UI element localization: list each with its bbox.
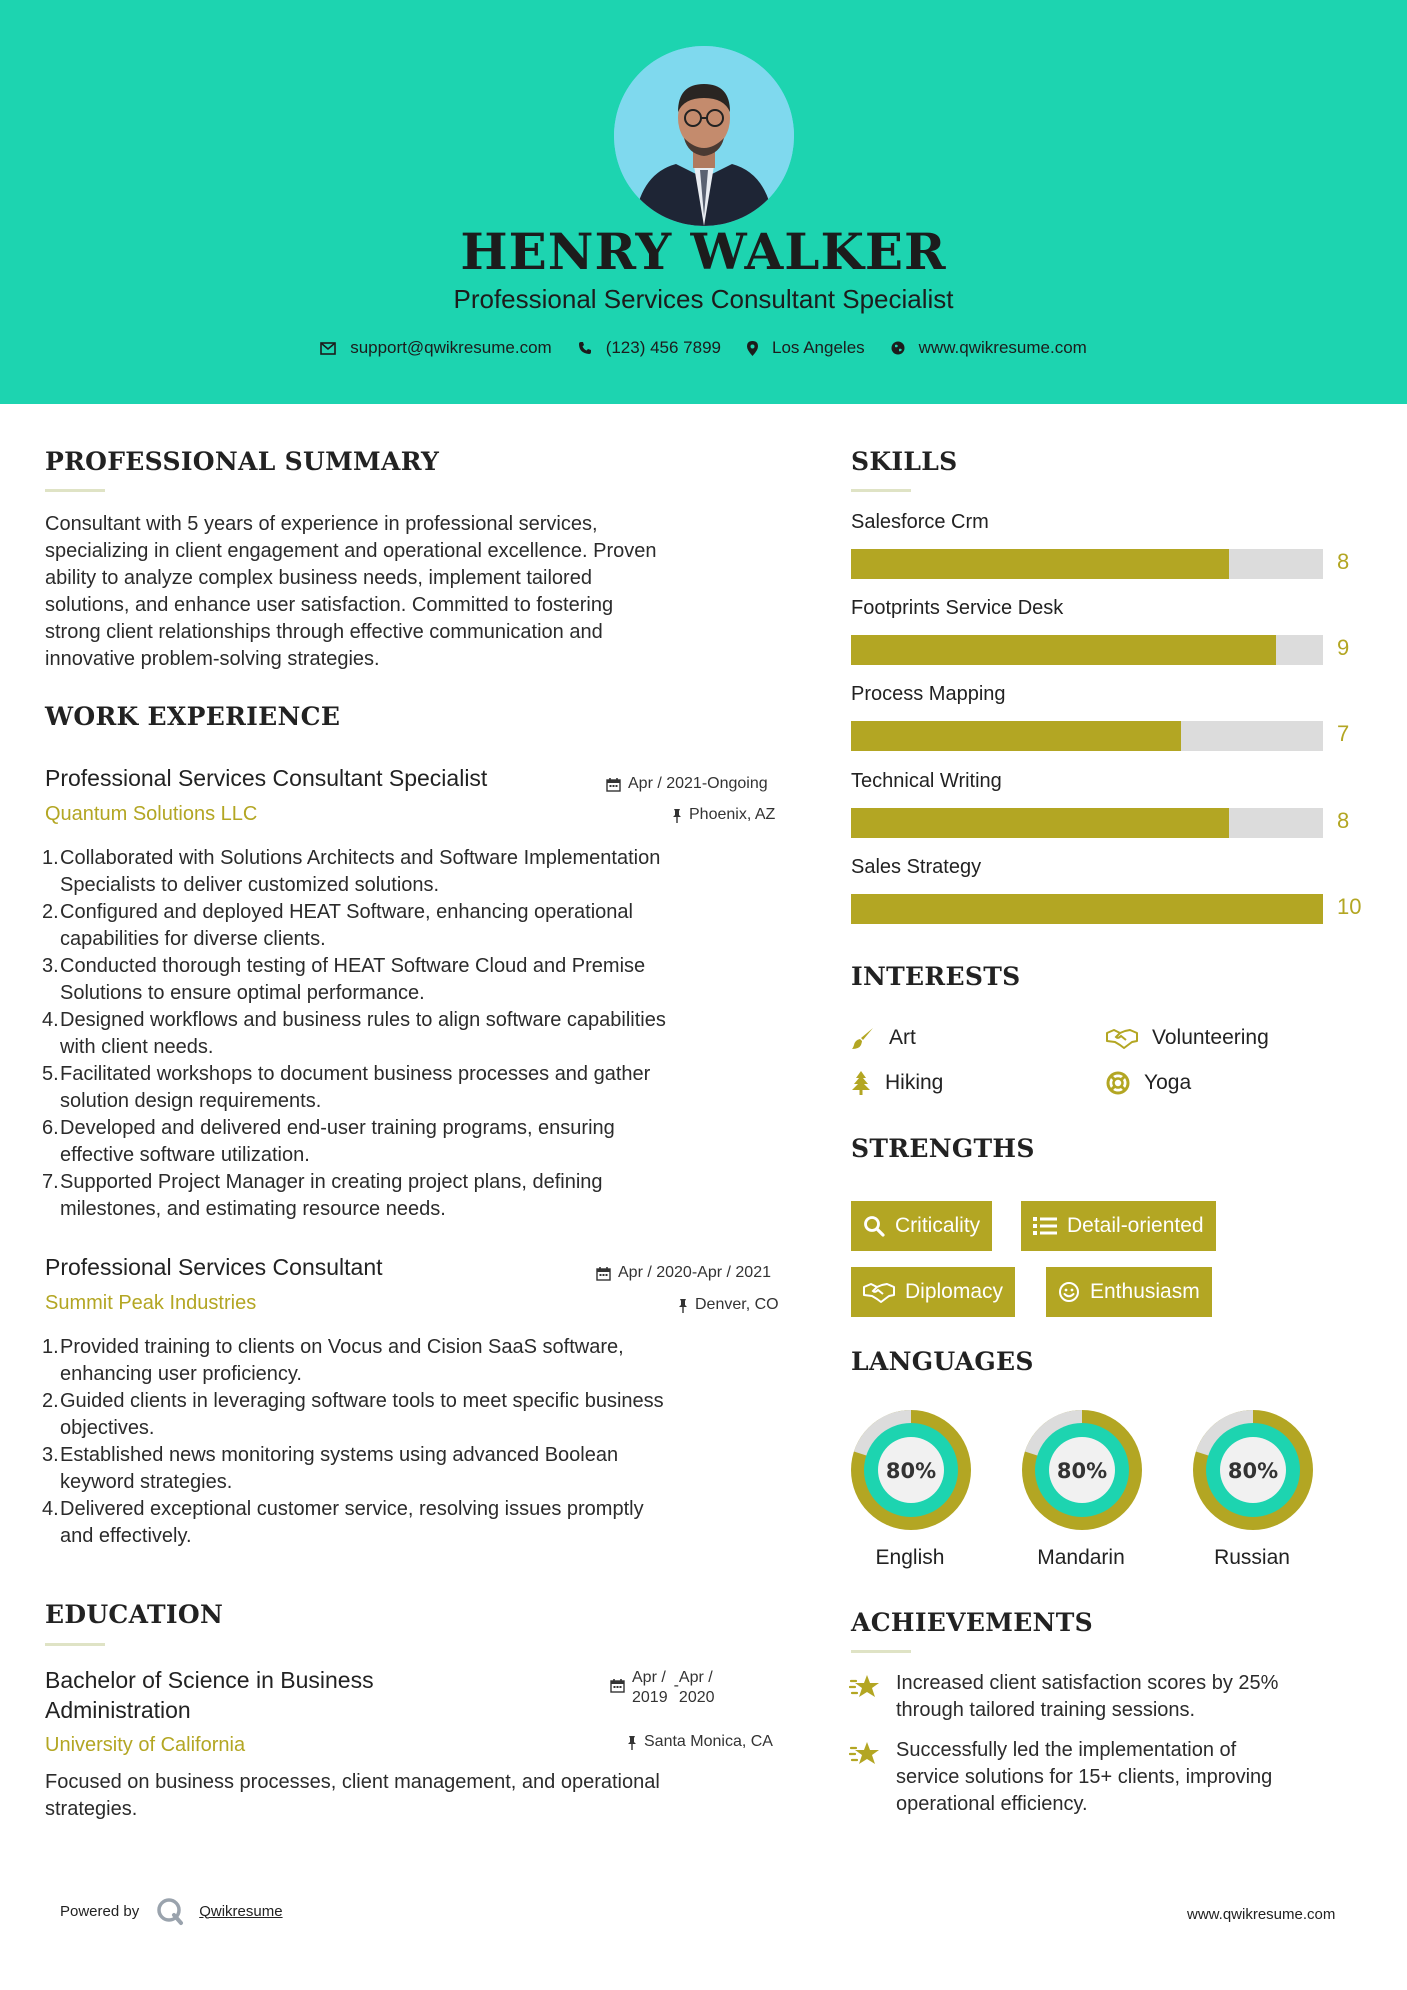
handshake-icon [863, 1281, 895, 1303]
summary-line: Consultant with 5 years of experience in professional services, [45, 513, 598, 535]
achievement-2 [896, 1737, 1346, 1818]
interests-heading: INTERESTS [851, 962, 1021, 991]
summary-line: strong client relationships through effective communication and [45, 621, 603, 643]
skill-bar-track [851, 635, 1323, 665]
strength-enthusiasm [1046, 1267, 1212, 1317]
job-2-role: Professional Services Consultant [45, 1254, 383, 1280]
footer-site[interactable]: www.qwikresume.com [1187, 1906, 1336, 1923]
job-2-company: Summit Peak Industries [45, 1292, 257, 1314]
skill-bar-track [851, 721, 1323, 751]
education-divider [45, 1643, 105, 1646]
tree-icon [851, 1071, 871, 1095]
powered-by-text: Powered by [60, 1902, 140, 1920]
item-line: with client needs. [60, 1036, 214, 1058]
pushpin-icon [678, 1298, 688, 1313]
item-line: enhancing user proficiency. [60, 1363, 302, 1385]
skill-label: Footprints Service Desk [851, 597, 1064, 619]
summary-line: ability to analyze complex business needs, implement tailored [45, 567, 592, 589]
achievement-line: Increased client satisfaction scores by 25% [896, 1672, 1279, 1694]
education-start [632, 1668, 668, 1708]
interest-art [851, 1026, 916, 1050]
footer-powered-by [60, 1896, 283, 1926]
pushpin-icon [627, 1735, 637, 1750]
strength-label: Enthusiasm [1090, 1280, 1200, 1303]
summary-line: specializing in client engagement and operational excellence. Proven [45, 540, 657, 562]
website-text: www.qwikresume.com [918, 338, 1087, 357]
strength-diplomacy [851, 1267, 1015, 1317]
date-separator: - [673, 1677, 679, 1694]
job-1-dates-text: Apr / 2021-Ongoing [628, 775, 768, 792]
paintbrush-icon [851, 1026, 875, 1050]
job-1-duties [42, 845, 812, 1223]
skill-label: Technical Writing [851, 770, 1002, 792]
skill-bar-track [851, 549, 1323, 579]
language-level: 80% [885, 1459, 937, 1483]
language-ring [1022, 1410, 1142, 1530]
item-number: 3. [42, 1444, 59, 1466]
skill-bar-fill [851, 721, 1181, 751]
item-number: 4. [42, 1498, 59, 1520]
strength-label: Criticality [895, 1214, 981, 1237]
calendar-icon [606, 777, 621, 792]
list-item [42, 1061, 812, 1115]
list-icon [1033, 1216, 1057, 1236]
item-number: 4. [42, 1009, 59, 1031]
item-line: Developed and delivered end-user training programs, ensuring [60, 1117, 615, 1139]
job-1-dates [606, 775, 768, 793]
location-text: Los Angeles [772, 338, 865, 357]
email-text: support@qwikresume.com [350, 338, 552, 357]
skill-label: Salesforce Crm [851, 511, 989, 533]
skill-bar-fill [851, 808, 1229, 838]
item-line: keyword strategies. [60, 1471, 233, 1493]
smiley-icon [1058, 1281, 1080, 1303]
summary-divider [45, 489, 105, 492]
item-line: Guided clients in leveraging software tools to meet specific business [60, 1390, 664, 1412]
education-heading: EDUCATION [45, 1600, 224, 1629]
item-line: Specialists to deliver customized solutions. [60, 874, 440, 896]
skill-value: 7 [1337, 721, 1350, 746]
item-line: Collaborated with Solutions Architects and Software Implementation [60, 847, 661, 869]
list-item [42, 1442, 812, 1496]
phone-text: (123) 456 7899 [605, 338, 722, 357]
achievement-line: operational efficiency. [896, 1793, 1088, 1815]
skill-bar-fill [851, 635, 1276, 665]
interest-yoga [1106, 1071, 1191, 1095]
skills-divider [851, 489, 911, 492]
item-line: Provided training to clients on Vocus and Cision SaaS software, [60, 1336, 624, 1358]
summary-line: innovative problem-solving strategies. [45, 648, 380, 670]
contact-bar [0, 338, 1407, 358]
job-1-location-text: Phoenix, AZ [689, 806, 776, 823]
contact-email[interactable] [320, 338, 552, 358]
date-line: Apr / [632, 1669, 666, 1686]
experience-heading: WORK EXPERIENCE [45, 702, 341, 731]
list-item [42, 1388, 812, 1442]
skill-value: 8 [1337, 549, 1350, 574]
job-2-location [678, 1296, 779, 1314]
skill-bar-fill [851, 894, 1323, 924]
skill-bar-track [851, 808, 1323, 838]
candidate-title: Professional Services Consultant Specialist [453, 284, 954, 314]
contact-website[interactable] [891, 338, 1087, 358]
strength-label: Diplomacy [905, 1280, 1004, 1303]
skill-label: Sales Strategy [851, 856, 982, 878]
item-number: 2. [42, 1390, 59, 1412]
strength-detail-oriented [1021, 1201, 1216, 1251]
item-line: Configured and deployed HEAT Software, enhancing operational [60, 901, 633, 923]
language-ring [851, 1410, 971, 1530]
achievements-heading: ACHIEVEMENTS [851, 1608, 1093, 1637]
handshake-icon [1106, 1027, 1138, 1049]
degree-title [45, 1665, 374, 1725]
language-rings [840, 1400, 1340, 1540]
degree-line: Administration [45, 1697, 191, 1723]
language-english-label: English [875, 1546, 945, 1569]
interest-hiking [851, 1071, 943, 1095]
skill-bar-track [851, 894, 1323, 924]
description-line: Focused on business processes, client management, and operational [45, 1771, 660, 1793]
job-2-duties [42, 1334, 812, 1550]
achievement-1 [896, 1670, 1346, 1724]
interest-label: Volunteering [1152, 1026, 1269, 1049]
search-icon [863, 1215, 885, 1237]
education-location-text: Santa Monica, CA [644, 1733, 773, 1750]
list-item [42, 1496, 812, 1550]
item-line: Delivered exceptional customer service, resolving issues promptly [60, 1498, 644, 1520]
job-1-location [672, 806, 775, 824]
item-number: 3. [42, 955, 59, 977]
star-badge-icon [849, 1673, 883, 1701]
language-level: 80% [1227, 1459, 1279, 1483]
list-item [42, 1115, 812, 1169]
skill-value: 9 [1337, 635, 1350, 660]
item-line: capabilities for diverse clients. [60, 928, 326, 950]
item-line: Solutions to ensure optimal performance. [60, 982, 425, 1004]
interest-label: Yoga [1144, 1071, 1192, 1094]
item-number: 5. [42, 1063, 59, 1085]
date-line: 2019 [632, 1689, 668, 1706]
strength-criticality [851, 1201, 992, 1251]
qwikresume-logo-icon [155, 1896, 185, 1926]
summary-heading: PROFESSIONAL SUMMARY [45, 447, 440, 476]
item-number: 6. [42, 1117, 59, 1139]
interest-volunteering [1106, 1026, 1269, 1050]
education-location [627, 1733, 773, 1751]
list-item [42, 953, 812, 1007]
globe-icon [891, 341, 905, 355]
list-item [42, 1007, 812, 1061]
list-item [42, 899, 812, 953]
item-line: and effectively. [60, 1525, 192, 1547]
item-line: effective software utilization. [60, 1144, 310, 1166]
job-1-role: Professional Services Consultant Specialist [45, 765, 488, 791]
person-portrait-icon [614, 46, 794, 226]
item-line: milestones, and estimating resource needs. [60, 1198, 446, 1220]
skills-heading: SKILLS [851, 447, 958, 476]
language-level: 80% [1056, 1459, 1108, 1483]
skill-label: Process Mapping [851, 683, 1006, 705]
skill-bar-fill [851, 549, 1229, 579]
map-pin-icon [747, 341, 758, 356]
language-mandarin-label: Mandarin [1037, 1546, 1125, 1569]
item-line: Supported Project Manager in creating project plans, defining [60, 1171, 603, 1193]
profile-photo [614, 46, 794, 226]
interest-label: Art [889, 1026, 916, 1049]
contact-phone[interactable] [578, 338, 721, 358]
item-line: objectives. [60, 1417, 155, 1439]
school-name: University of California [45, 1734, 246, 1756]
lifebuoy-icon [1106, 1071, 1130, 1095]
summary-text [45, 511, 805, 673]
item-number: 2. [42, 901, 59, 923]
job-2-dates-text: Apr / 2020-Apr / 2021 [618, 1264, 771, 1281]
list-item [42, 1334, 812, 1388]
qwikresume-link[interactable]: Qwikresume [199, 1902, 283, 1920]
job-1-company: Quantum Solutions LLC [45, 803, 258, 825]
calendar-icon [610, 1678, 625, 1693]
contact-location [747, 338, 865, 358]
achievement-line: Successfully led the implementation of [896, 1739, 1237, 1761]
pushpin-icon [672, 808, 682, 823]
item-line: Designed workflows and business rules to align software capabilities [60, 1009, 666, 1031]
phone-icon [578, 341, 592, 355]
interest-label: Hiking [885, 1071, 944, 1094]
achievement-line: through tailored training sessions. [896, 1699, 1196, 1721]
date-line: 2020 [678, 1689, 715, 1706]
education-dates [610, 1668, 715, 1708]
summary-line: solutions, and enhance user satisfaction. Committed to fostering [45, 594, 614, 616]
job-2-location-text: Denver, CO [695, 1296, 779, 1313]
education-end [679, 1668, 715, 1708]
calendar-icon [596, 1266, 611, 1281]
item-number: 1. [42, 1336, 59, 1358]
list-item [42, 845, 812, 899]
description-line: strategies. [45, 1798, 138, 1820]
list-item [42, 1169, 812, 1223]
item-number: 1. [42, 847, 59, 869]
item-number: 7. [42, 1171, 59, 1193]
achievements-divider [851, 1650, 911, 1653]
skill-value: 8 [1337, 808, 1350, 833]
item-line: Facilitated workshops to document business processes and gather [60, 1063, 651, 1085]
language-russian-label: Russian [1214, 1546, 1290, 1569]
language-ring [1193, 1410, 1313, 1530]
strengths-heading: STRENGTHS [851, 1134, 1035, 1163]
item-line: Established news monitoring systems using advanced Boolean [60, 1444, 619, 1466]
achievement-line: service solutions for 15+ clients, improving [896, 1766, 1273, 1788]
envelope-icon [320, 342, 336, 355]
degree-line: Bachelor of Science in Business [45, 1667, 374, 1693]
languages-heading: LANGUAGES [851, 1347, 1034, 1376]
star-badge-icon [849, 1740, 883, 1768]
job-2-dates [596, 1264, 771, 1282]
date-line: Apr / [678, 1669, 713, 1686]
resume-header [0, 0, 1407, 404]
item-line: solution design requirements. [60, 1090, 322, 1112]
skill-value: 10 [1337, 894, 1362, 919]
candidate-name: HENRY WALKER [460, 222, 947, 281]
strength-label: Detail-oriented [1067, 1214, 1204, 1237]
education-description [45, 1769, 815, 1823]
item-line: Conducted thorough testing of HEAT Software Cloud and Premise [60, 955, 646, 977]
